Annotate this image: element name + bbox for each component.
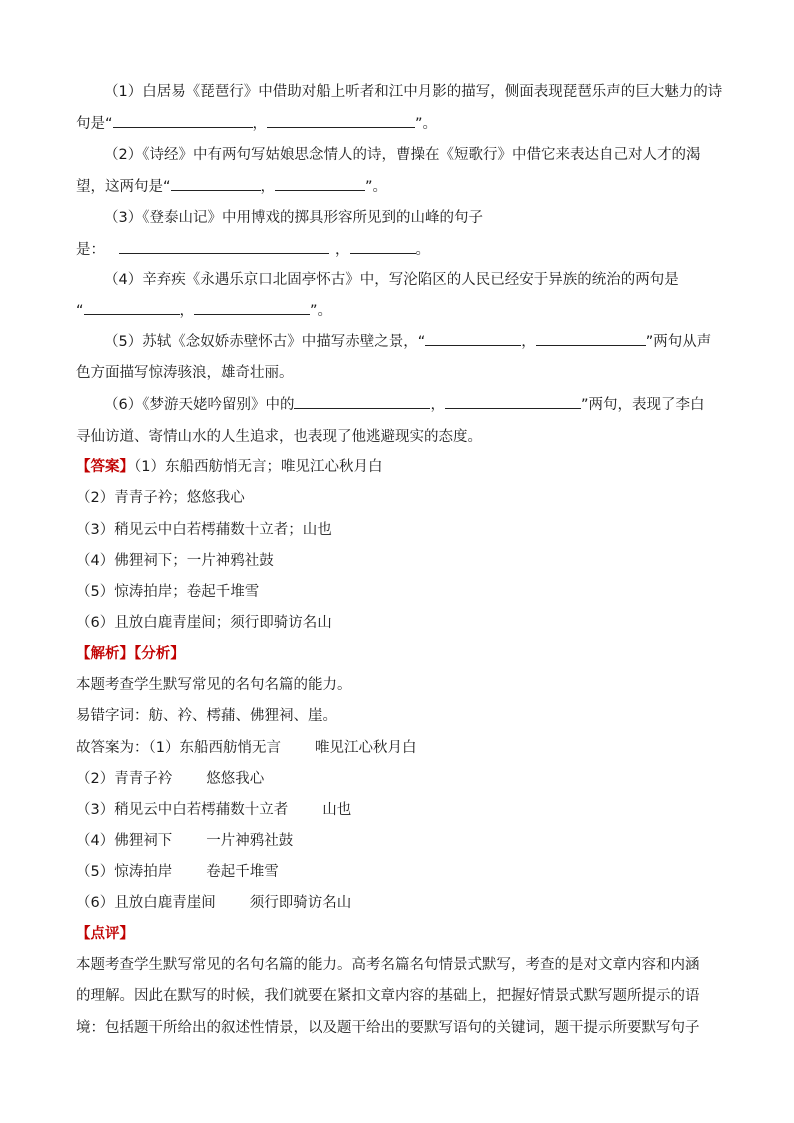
q3-suffix: 。 (415, 242, 430, 258)
q5-suffix: ”两句从声 (645, 334, 712, 350)
analysis-row-6 (76, 893, 726, 913)
q3-text: （3）《登泰山记》中用博戏的掷具形容所见到的山峰的句子 (104, 210, 483, 226)
q2-blank-1[interactable] (171, 177, 261, 191)
q6-line-2 (76, 427, 726, 447)
q6-blank-1[interactable] (294, 395, 430, 409)
analysis-row-a: （1）东船西舫悄无言 (148, 740, 281, 756)
analysis-row-2 (76, 769, 726, 789)
q5-separator: ， (521, 334, 536, 350)
analysis-row-1 (76, 738, 726, 758)
answer-line-1 (76, 457, 726, 477)
analysis-row-b: 山也 (322, 802, 352, 818)
q6-text: 寻仙访道、寄情山水的人生追求，也表现了他逃避现实的态度。 (76, 429, 482, 445)
answer-line-2 (76, 488, 726, 508)
analysis-row-a: （6）且放白鹿青崖间 (76, 895, 216, 911)
analysis-row-b: 一片神鸦社鼓 (206, 833, 294, 849)
q5-text: 色方面描写惊涛骇浪，雄奇壮丽。 (76, 365, 294, 381)
analysis-row-a: （4）佛狸祠下 (76, 833, 173, 849)
answer-item: （5）惊涛拍岸；卷起千堆雪 (76, 584, 260, 600)
q3-line-2 (76, 240, 726, 260)
q5-blank-1[interactable] (425, 332, 521, 346)
q2-line-2 (76, 177, 726, 197)
analysis-row-3 (76, 800, 726, 820)
analysis-row-b: 须行即骑访名山 (249, 895, 352, 911)
analysis-row-a: （2）青青子衿 (76, 771, 173, 787)
q4-suffix: ”。 (310, 303, 333, 319)
analysis-line-2 (76, 706, 726, 726)
q1-text: （1）白居易《琵琶行》中借助对船上听者和江中月影的描写，侧面表现琵琶乐声的巨大魅力的诗 (104, 84, 723, 100)
q6-line-1 (104, 395, 754, 415)
q5-blank-2[interactable] (536, 332, 646, 346)
q3-blank-1[interactable] (119, 240, 329, 254)
answer-item: （2）青青子衿；悠悠我心 (76, 490, 245, 506)
answer-line-6 (76, 613, 726, 633)
q1-blank-2[interactable] (267, 114, 415, 128)
q3-line-1 (104, 208, 754, 228)
analysis-heading (76, 644, 726, 664)
q2-line-1 (104, 145, 754, 165)
q4-blank-2[interactable] (194, 301, 310, 315)
q1-separator: ， (252, 116, 268, 132)
q3-prefix: 是： (76, 242, 105, 258)
q2-prefix: 望，这两句是“ (76, 179, 171, 195)
analysis-intro: 故答案为： (76, 740, 149, 756)
q2-text: （2）《诗经》中有两句写姑娘思念情人的诗，曹操在《短歌行》中借它来表达自己对人才的渴 (104, 147, 701, 163)
q4-line-2 (76, 301, 726, 321)
comment-text: 本题考查学生默写常见的名句名篇的能力。高考名篇名句情景式默写，考查的是对文章内容和内涵 (76, 957, 700, 973)
answer-line-5 (76, 582, 726, 602)
q3-separator: ， (335, 242, 350, 258)
q4-line-1 (104, 270, 754, 290)
q2-separator: ， (260, 179, 276, 195)
analysis-row-a: （5）惊涛拍岸 (76, 864, 173, 880)
answer-item: （4）佛狸祠下；一片神鸦社鼓 (76, 553, 274, 569)
q4-separator: ， (179, 303, 195, 319)
analysis-text: 本题考查学生默写常见的名句名篇的能力。 (76, 677, 352, 693)
analysis-row-a: （3）稍见云中白若樗蒱数十立者 (76, 802, 289, 818)
comment-heading (76, 924, 726, 944)
q6-blank-2[interactable] (445, 395, 581, 409)
q1-line-1 (104, 82, 754, 102)
q3-blank-2[interactable] (350, 240, 416, 254)
analysis-row-b: 唯见江心秋月白 (314, 740, 417, 756)
analysis-row-5 (76, 862, 726, 882)
analysis-text: 易错字词：舫、衿、樗蒱、佛狸祠、崖。 (76, 708, 337, 724)
q1-prefix: 句是“ (76, 116, 113, 132)
analysis-row-4 (76, 831, 726, 851)
answer-item: （1）东船西舫悄无言；唯见江心秋月白 (134, 459, 383, 475)
answer-item: （6）且放白鹿青崖间；须行即骑访名山 (76, 615, 332, 631)
analysis-label: 【解析】【分析】 (76, 646, 185, 662)
q1-suffix: ”。 (415, 116, 438, 132)
q6-separator: ， (430, 397, 445, 413)
q2-blank-2[interactable] (275, 177, 365, 191)
answer-item: （3）稍见云中白若樗蒱数十立者；山也 (76, 522, 332, 538)
analysis-line-1 (76, 675, 726, 695)
q1-line-2 (76, 114, 726, 134)
q4-prefix: “ (76, 303, 84, 319)
analysis-row-b: 卷起千堆雪 (206, 864, 279, 880)
q6-suffix: ”两句，表现了李白 (580, 397, 705, 413)
comment-line-3 (76, 1018, 726, 1038)
q5-line-2 (76, 363, 726, 383)
answer-line-3 (76, 520, 726, 540)
comment-label: 【点评】 (76, 926, 134, 942)
q6-prefix: （6）《梦游天姥吟留别》中的 (104, 397, 295, 413)
comment-line-1 (76, 955, 726, 975)
comment-text: 的理解。因此在默写的时候，我们就要在紧扣文章内容的基础上，把握好情景式默写题所提示的语 (76, 988, 700, 1004)
q4-blank-1[interactable] (84, 301, 180, 315)
q5-prefix: （5）苏轼《念奴娇赤壁怀古》中描写赤壁之景，“ (104, 334, 426, 350)
answer-label: 【答案】 (76, 459, 134, 475)
q4-text: （4）辛弃疾《永遇乐京口北固亭怀古》中，写沦陷区的人民已经安于异族的统治的两句是 (104, 272, 679, 288)
analysis-row-b: 悠悠我心 (206, 771, 265, 787)
answer-line-4 (76, 551, 726, 571)
q1-blank-1[interactable] (113, 114, 253, 128)
q2-suffix: ”。 (365, 179, 388, 195)
comment-line-2 (76, 986, 726, 1006)
q5-line-1 (104, 332, 754, 352)
comment-text: 境：包括题干所给出的叙述性情景，以及题干给出的要默写语句的关键词，题干提示所要默写句子 (76, 1020, 700, 1036)
